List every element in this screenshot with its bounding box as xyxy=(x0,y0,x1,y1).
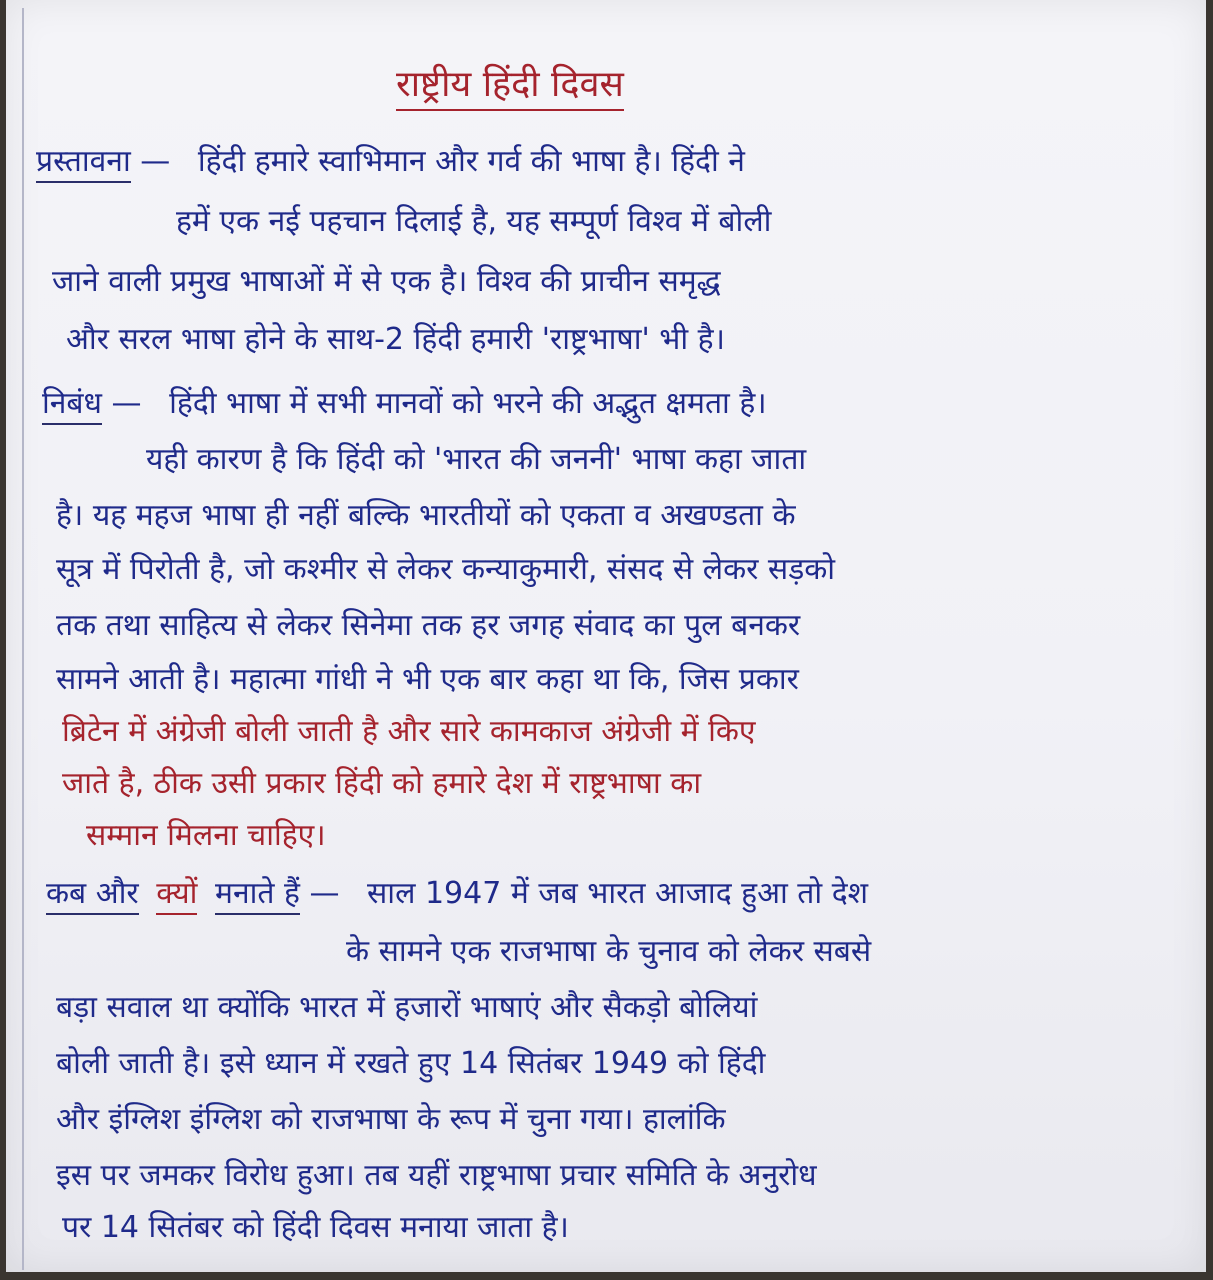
essay-dash: — xyxy=(111,386,142,421)
when-why-line-5: और इंग्लिश इंग्लिश को राजभाषा के रूप में चुना गया। हालांकि xyxy=(56,1102,726,1137)
when-why-line-7: पर 14 सितंबर को हिंदी दिवस मनाया जाता है। xyxy=(62,1210,569,1245)
intro-line-4: और सरल भाषा होने के साथ-2 हिंदी हमारी 'राष्ट्रभाषा' भी है। xyxy=(66,322,725,357)
margin-line xyxy=(22,8,24,1270)
when-why-line-6: इस पर जमकर विरोध हुआ। तब यहीं राष्ट्रभाषा प्रचार समिति के अनुरोध xyxy=(56,1158,817,1193)
essay-heading-line xyxy=(42,384,767,424)
when-why-heading-line xyxy=(46,874,868,914)
when-why-line-3: बड़ा सवाल था क्योंकि भारत में हजारों भाषाएं और सैकड़ो बोलियां xyxy=(56,990,758,1025)
when-why-line-4: बोली जाती है। इसे ध्यान में रखते हुए 14 सितंबर 1949 को हिंदी xyxy=(56,1046,766,1081)
essay-line-7: ब्रिटेन में अंग्रेजी बोली जाती है और सारे कामकाज अंग्रेजी में किए xyxy=(62,714,756,749)
essay-line-2: यही कारण है कि हिंदी को 'भारत की जननी' भाषा कहा जाता xyxy=(146,442,807,477)
when-why-line-1: साल 1947 में जब भारत आजाद हुआ तो देश xyxy=(367,876,869,911)
essay-line-1: हिंदी भाषा में सभी मानवों को भरने की अद्भुत क्षमता है। xyxy=(169,386,767,421)
essay-line-4: सूत्र में पिरोती है, जो कश्मीर से लेकर कन्याकुमारी, संसद से लेकर सड़को xyxy=(56,552,836,587)
essay-line-6: सामने आती है। महात्मा गांधी ने भी एक बार कहा था कि, जिस प्रकार xyxy=(56,662,799,697)
intro-dash: — xyxy=(140,144,171,179)
essay-line-5: तक तथा साहित्य से लेकर सिनेमा तक हर जगह संवाद का पुल बनकर xyxy=(56,608,801,643)
when-why-heading-part3: मनाते हैं xyxy=(215,876,300,915)
intro-line-1: हिंदी हमारे स्वाभिमान और गर्व की भाषा है। हिंदी ने xyxy=(197,144,745,179)
intro-heading: प्रस्तावना xyxy=(36,144,131,183)
intro-line-2: हमें एक नई पहचान दिलाई है, यह सम्पूर्ण विश्व में बोली xyxy=(176,204,772,239)
essay-heading: निबंध xyxy=(42,386,102,425)
when-why-dash: — xyxy=(309,876,340,911)
when-why-heading-part2: क्यों xyxy=(156,876,197,915)
intro-heading-line xyxy=(36,142,745,182)
essay-line-8: जाते है, ठीक उसी प्रकार हिंदी को हमारे देश में राष्ट्रभाषा का xyxy=(62,766,702,801)
essay-line-9: सम्मान मिलना चाहिए। xyxy=(86,818,326,853)
page-title: राष्ट्रीय हिंदी दिवस xyxy=(396,58,624,111)
essay-line-3: है। यह महज भाषा ही नहीं बल्कि भारतीयों को एकता व अखण्डता के xyxy=(56,498,796,533)
when-why-line-2: के सामने एक राजभाषा के चुनाव को लेकर सबसे xyxy=(346,934,872,969)
intro-line-3: जाने वाली प्रमुख भाषाओं में से एक है। विश्व की प्राचीन समृद्ध xyxy=(52,264,721,299)
when-why-heading-part1: कब और xyxy=(46,876,139,915)
notebook-page xyxy=(6,0,1206,1272)
